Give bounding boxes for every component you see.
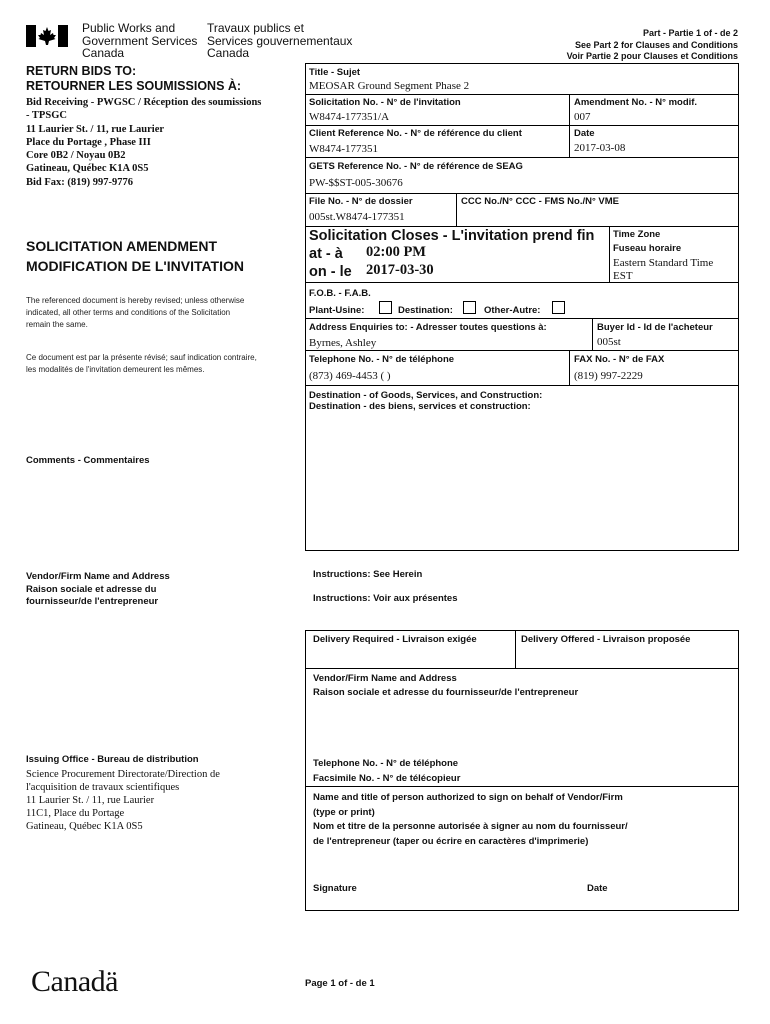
tz-label-fr: Fuseau horaire [613,243,682,254]
return-bids-title-fr: RETOURNER LES SOUMISSIONS À: [26,79,242,93]
note-line: les modalités de l'invitation demeurent les mêmes. [26,365,205,374]
at-value: 02:00 PM [366,244,426,260]
see-part-en: See Part 2 for Clauses and Conditions [574,39,738,50]
issuing-line: Gatineau, Québec K1A 0S5 [26,821,143,832]
address-line: Bid Receiving - PWGSC / Réception des soumissions [26,97,262,108]
destination-label: Destination: [398,305,453,316]
client-ref-label: Client Reference No. - N° de référence du client [309,128,522,139]
vendor-telephone-label: Telephone No. - N° de téléphone [313,758,459,769]
other-label: Other-Autre: [484,305,541,316]
part-number: Part - Partie 1 of - de 2 [642,28,738,38]
dept-en-line: Government Services [82,33,198,48]
tz-label-en: Time Zone [613,229,661,240]
issuing-line: l'acquisition de travaux scientifiques [26,782,180,793]
ccc-label: CCC No./N° CCC - FMS No./N° VME [461,196,620,207]
canada-wordmark: Canadä [31,965,118,998]
title-value: MEOSAR Ground Segment Phase 2 [309,80,470,92]
divider [569,94,570,157]
signature-label: Signature [313,883,357,894]
dept-fr-line: Services gouvernementaux [207,33,353,48]
amendment-note-en [26,295,244,331]
dept-name-fr [207,22,352,60]
file-no-label: File No. - N° de dossier [309,196,413,207]
divider [515,630,516,668]
divider [305,668,739,669]
divider [569,350,570,385]
on-label: on - le [309,264,352,280]
dept-en-line: Canada [82,46,125,60]
fob-label: F.O.B. - F.A.B. [309,288,371,299]
closes-title: Solicitation Closes - L'invitation prend fin [309,228,595,244]
gets-label: GETS Reference No. - N° de référence de SEAG [309,161,523,172]
title-label: Title - Sujet [309,67,361,78]
page-number: Page 1 of - de 1 [305,978,375,989]
note-line: indicated, all other terms and conditions of the Solicitation [26,308,231,317]
return-bids-title [26,64,241,94]
return-bids-address [26,96,261,189]
vendor-fax-label: Facsimile No. - N° de télécopieur [313,773,461,784]
instructions-fr: Instructions: Voir aux présentes [313,593,458,604]
comments-label: Comments - Commentaires [26,455,150,466]
other-checkbox[interactable] [552,301,565,314]
fax-value: (819) 997-2229 [574,370,643,382]
amendment-no-label: Amendment No. - N° modif. [574,97,698,108]
amendment-no-value: 007 [574,111,591,123]
date-value: 2017-03-08 [574,142,626,154]
amendment-title-fr: MODIFICATION DE L'INVITATION [26,258,244,274]
canada-flag-logo [26,25,68,47]
solicitation-label: Solicitation No. - N° de l'invitation [309,97,461,108]
auth-line: (type or print) [313,806,375,818]
plant-checkbox[interactable] [379,301,392,314]
instructions-en: Instructions: See Herein [313,569,423,580]
divider [305,94,739,95]
amendment-title-en: SOLICITATION AMENDMENT [26,238,218,254]
auth-line: Nom et titre de la personne autorisée à signer au nom du fournisseur/ [313,821,628,832]
destination-fr: Destination - des biens, services et construction: [309,401,531,412]
address-line: Gatineau, Québec K1A 0S5 [26,163,149,175]
divider [305,157,739,158]
vendor-left-line: Raison sociale et adresse du [26,583,157,595]
dept-fr-line: Travaux publics et [207,21,304,35]
date-label: Date [574,128,595,139]
tz-value-1: Eastern Standard Time [613,257,714,269]
issuing-line: 11C1, Place du Portage [26,808,125,819]
divider [592,318,593,350]
vendor-left-line: Vendor/Firm Name and Address [26,571,170,582]
see-part-fr: Voir Partie 2 pour Clauses et Conditions [566,51,738,61]
destination-checkbox[interactable] [463,301,476,314]
issuing-office-address [26,768,220,833]
file-no-value: 005st.W8474-177351 [309,211,405,223]
dept-en-line: Public Works and [82,21,176,35]
authorized-person-label [313,791,628,849]
address-line: Place du Portage , Phase III [26,136,151,148]
divider [456,193,457,226]
dept-fr-line: Canada [207,46,250,60]
note-line: Ce document est par la présente révisé; sauf indication contraire, [26,353,257,362]
divider [609,226,610,282]
issuing-line: 11 Laurier St. / 11, rue Laurier [26,795,155,806]
divider [305,385,739,386]
issuing-office-label: Issuing Office - Bureau de distribution [26,754,199,765]
signature-date-label: Date [587,883,608,894]
delivery-required-label: Delivery Required - Livraison exigée [313,634,477,645]
telephone-value: (873) 469-4453 ( ) [309,370,391,382]
destination-en: Destination - of Goods, Services, and Construction: [309,390,543,401]
amendment-title [26,236,244,276]
fax-label: FAX No. - N° de FAX [574,354,665,365]
address-enquiries-value: Byrnes, Ashley [309,337,377,349]
address-enquiries-label: Address Enquiries to: - Adresser toutes questions à: [309,322,547,333]
auth-line: Name and title of person authorized to sign on behalf of Vendor/Firm [313,792,623,803]
plant-label: Plant-Usine: [309,305,365,316]
vendor-left-line: fournisseur/de l'entrepreneur [26,596,159,607]
divider [305,350,739,351]
divider [305,226,739,227]
divider [305,125,739,126]
at-label: at - à [309,246,343,262]
part-info [567,28,738,63]
vendor-name-fr: Raison sociale et adresse du fournisseur/de l'entrepreneur [313,687,579,698]
tz-value-2: EST [613,270,633,282]
divider [305,282,739,283]
address-line: Core 0B2 / Noyau 0B2 [26,150,126,162]
buyer-id-value: 005st [597,336,621,348]
divider [305,193,739,194]
on-value: 2017-03-30 [366,262,434,278]
solicitation-value: W8474-177351/A [309,111,390,123]
telephone-label: Telephone No. - N° de téléphone [309,354,455,365]
gets-value: PW-$$ST-005-30676 [309,177,403,189]
issuing-line: Science Procurement Directorate/Direction de [26,769,220,780]
dept-name-en [82,22,197,60]
client-ref-value: W8474-177351 [309,143,379,155]
vendor-name-en: Vendor/Firm Name and Address [313,673,457,684]
auth-line: de l'entrepreneur (taper ou écrire en caractères d'imprimerie) [313,835,589,847]
divider [305,786,739,787]
return-bids-title-en: RETURN BIDS TO: [26,64,137,78]
address-line: Bid Fax: (819) 997-9776 [26,176,134,188]
delivery-offered-label: Delivery Offered - Livraison proposée [521,634,691,645]
note-line: remain the same. [26,320,88,329]
address-line: - TPSGC [26,110,67,122]
buyer-id-label: Buyer Id - Id de l'acheteur [597,322,713,333]
address-line: 11 Laurier St. / 11, rue Laurier [26,123,165,135]
vendor-left-label [26,571,170,609]
amendment-note-fr [26,352,257,376]
note-line: The referenced document is hereby revised; unless otherwise [26,296,245,305]
divider [305,318,739,319]
